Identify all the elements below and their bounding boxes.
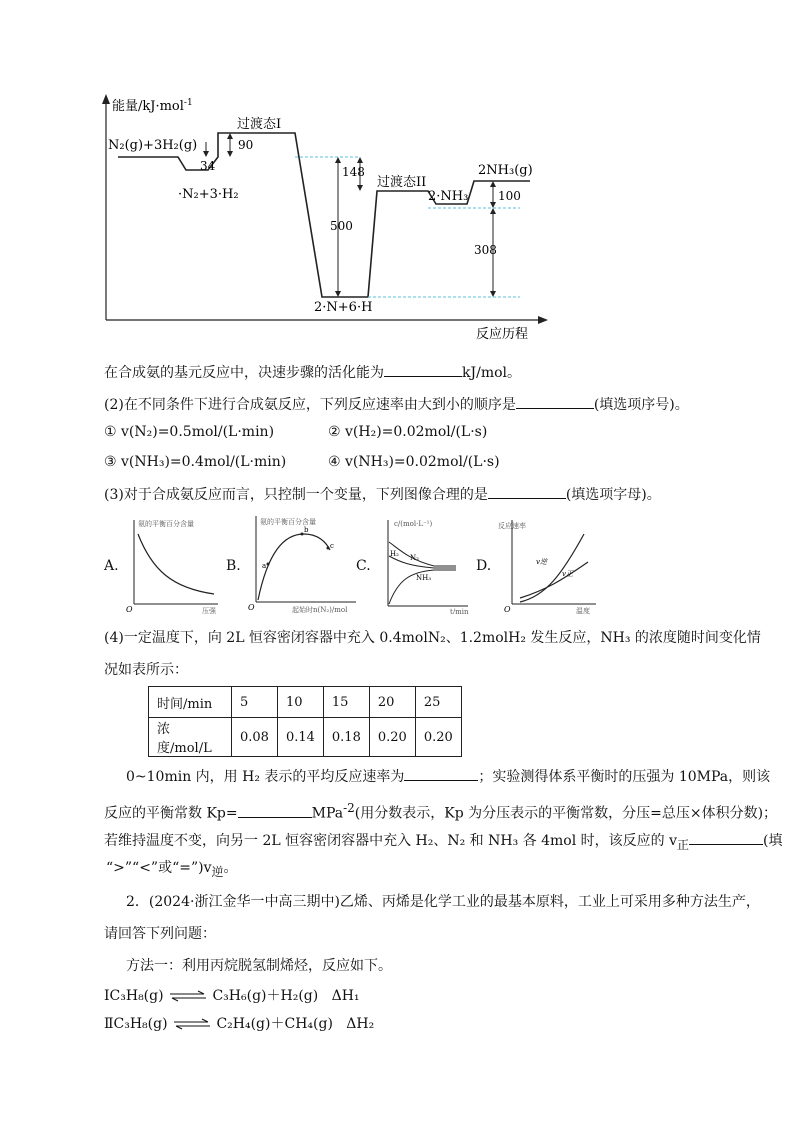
q2-stem: (2)在不同条件下进行合成氨反应，下列反应速率由大到小的顺序是 (填选项序号)。: [104, 394, 689, 415]
table-cell: 5: [232, 687, 278, 718]
graph-d-label: D.: [476, 558, 492, 574]
svg-text:O: O: [248, 603, 255, 612]
graph-b-label: B.: [226, 558, 241, 574]
equilibrium-arrow-icon: [172, 1018, 212, 1030]
table-cell: 25: [415, 687, 461, 718]
energy-profile-curve: [118, 133, 530, 297]
svg-text:N₂: N₂: [410, 554, 419, 562]
x-axis-arrow: [538, 316, 548, 324]
gap-308: 308: [474, 243, 497, 257]
svg-text:起始时n(N₂)/mol: 起始时n(N₂)/mol: [292, 606, 348, 614]
table-cell: 15: [323, 687, 369, 718]
q4-rate-blank[interactable]: [404, 766, 478, 781]
q4-line-3: 若维持温度不变，向另一 2L 恒容密闭容器中充入 H₂、N₂ 和 NH₃ 各 4mol 时，该反应的 $v_正$ (填: [104, 830, 783, 855]
q2-option-4: ④ v(NH₃)=0.02mol/(L·s): [328, 454, 500, 470]
label-adsorbed-reactants: ·N₂+3·H₂: [178, 187, 239, 202]
gap-500: 500: [330, 219, 353, 233]
table-cell: 0.18: [323, 718, 369, 757]
svg-text:t/min: t/min: [450, 608, 469, 614]
svg-text:H₂: H₂: [390, 550, 399, 558]
x-axis-label: 反应历程: [476, 327, 529, 342]
q4-line-1: 0~10min 内，用 H₂ 表示的平均反应速率为 ；实验测得体系平衡时的压强为 10MPa，则该: [126, 766, 770, 787]
svg-text:NH₃: NH₃: [416, 574, 432, 582]
y-axis-label: 能量/kJ·mol$^{-1}$: [112, 98, 193, 114]
q1-answer-blank[interactable]: [384, 362, 462, 377]
q4-compare-blank[interactable]: [689, 830, 763, 845]
svg-text:c: c: [330, 542, 334, 550]
graph-a-label: A.: [104, 558, 119, 574]
svg-text:a: a: [262, 562, 267, 570]
label-adsorbed-product: 2·NH₃: [428, 189, 469, 204]
label-dissociated: 2·N+6·H: [314, 300, 373, 315]
svg-text:v逆: v逆: [536, 558, 547, 566]
svg-text:反应速率: 反应速率: [498, 522, 526, 530]
gap-100: 100: [498, 189, 521, 203]
table-cell: 0.08: [232, 718, 278, 757]
svg-text:v正: v正: [562, 570, 573, 578]
svg-text:O: O: [504, 605, 511, 614]
table-cell: 0.20: [415, 718, 461, 757]
q4-intro-1: (4)一定温度下，向 2L 恒容密闭容器中充入 0.4molN₂、1.2molH₂ 发生反应，NH₃ 的浓度随时间变化情: [104, 630, 761, 646]
label-reactants: N₂(g)+3H₂(g): [108, 138, 198, 153]
gap-34: 34: [200, 159, 216, 173]
q4-kp-blank[interactable]: [238, 803, 312, 818]
table-row: [149, 687, 462, 718]
svg-text:温度: 温度: [576, 607, 590, 614]
header-time: 时间/min: [149, 687, 232, 718]
label-ts2: 过渡态II: [377, 175, 427, 190]
q3-answer-blank[interactable]: [488, 484, 566, 499]
q2-answer-blank[interactable]: [516, 394, 594, 409]
gap-148: 148: [342, 165, 365, 179]
q-next-line-1: 2．(2024·浙江金华一中高三期中)乙烯、丙烯是化学工业的最基本原料，工业上可采用多种方法生产，: [126, 894, 760, 910]
energy-profile-diagram: [90, 92, 560, 342]
q3-stem: (3)对于合成氨反应而言，只控制一个变量，下列图像合理的是 (填选项字母)。: [104, 484, 661, 505]
q4-line-4: “>”“<”或“$=”)v_逆$。: [106, 860, 238, 879]
svg-text:b: b: [304, 526, 309, 534]
q4-line-2: 反应的平衡常数 Kp= MPa$^{-2}$(用分数表示，Kp 为分压表示的平衡常数，分压=总压×体积分数)；: [104, 801, 778, 822]
reaction-2: ⅡC₃H₈(g) C₂H₄(g)＋CH₄(g) ΔH₂: [104, 1016, 375, 1032]
header-conc: 浓度/mol/L: [149, 718, 232, 757]
svg-text:压强: 压强: [202, 607, 216, 614]
label-ts1: 过渡态I: [237, 117, 282, 132]
table-cell: 0.14: [277, 718, 323, 757]
table-row: [149, 718, 462, 757]
concentration-table: [148, 686, 462, 757]
q2-option-2: ② v(H₂)=0.02mol/(L·s): [328, 424, 488, 440]
equilibrium-arrow-icon: [168, 990, 208, 1002]
q4-intro-2: 况如表所示：: [104, 662, 188, 678]
svg-text:O: O: [126, 605, 133, 614]
q2-option-3: ③ v(NH₃)=0.4mol/(L·min): [104, 454, 287, 470]
reaction-1: ⅠC₃H₈(g) C₃H₆(g)＋H₂(g) ΔH₁: [104, 988, 360, 1004]
gap-90: 90: [238, 138, 254, 152]
svg-text:氨的平衡百分含量: 氨的平衡百分含量: [138, 520, 194, 528]
q-next-line-2: 请回答下列问题：: [104, 926, 216, 942]
table-cell: 0.20: [369, 718, 415, 757]
q1-line: 在合成氨的基元反应中，决速步骤的活化能为 kJ/mol。: [104, 362, 521, 383]
q2-option-1: ① v(N₂)=0.5mol/(L·min): [104, 424, 275, 440]
graph-c: [376, 516, 476, 614]
label-product: 2NH₃(g): [478, 163, 533, 178]
table-cell: 10: [277, 687, 323, 718]
table-cell: 20: [369, 687, 415, 718]
graph-d: [496, 514, 606, 614]
graph-b: [244, 512, 364, 614]
y-axis-arrow: [102, 94, 110, 104]
svg-text:氨的平衡百分含量: 氨的平衡百分含量: [260, 518, 316, 526]
graph-a: [122, 514, 222, 614]
graph-c-label: C.: [356, 558, 371, 574]
q-next-method: 方法一：利用丙烷脱氢制烯烃，反应如下。: [126, 958, 392, 974]
svg-text:c/(mol·L⁻¹): c/(mol·L⁻¹): [394, 520, 433, 528]
